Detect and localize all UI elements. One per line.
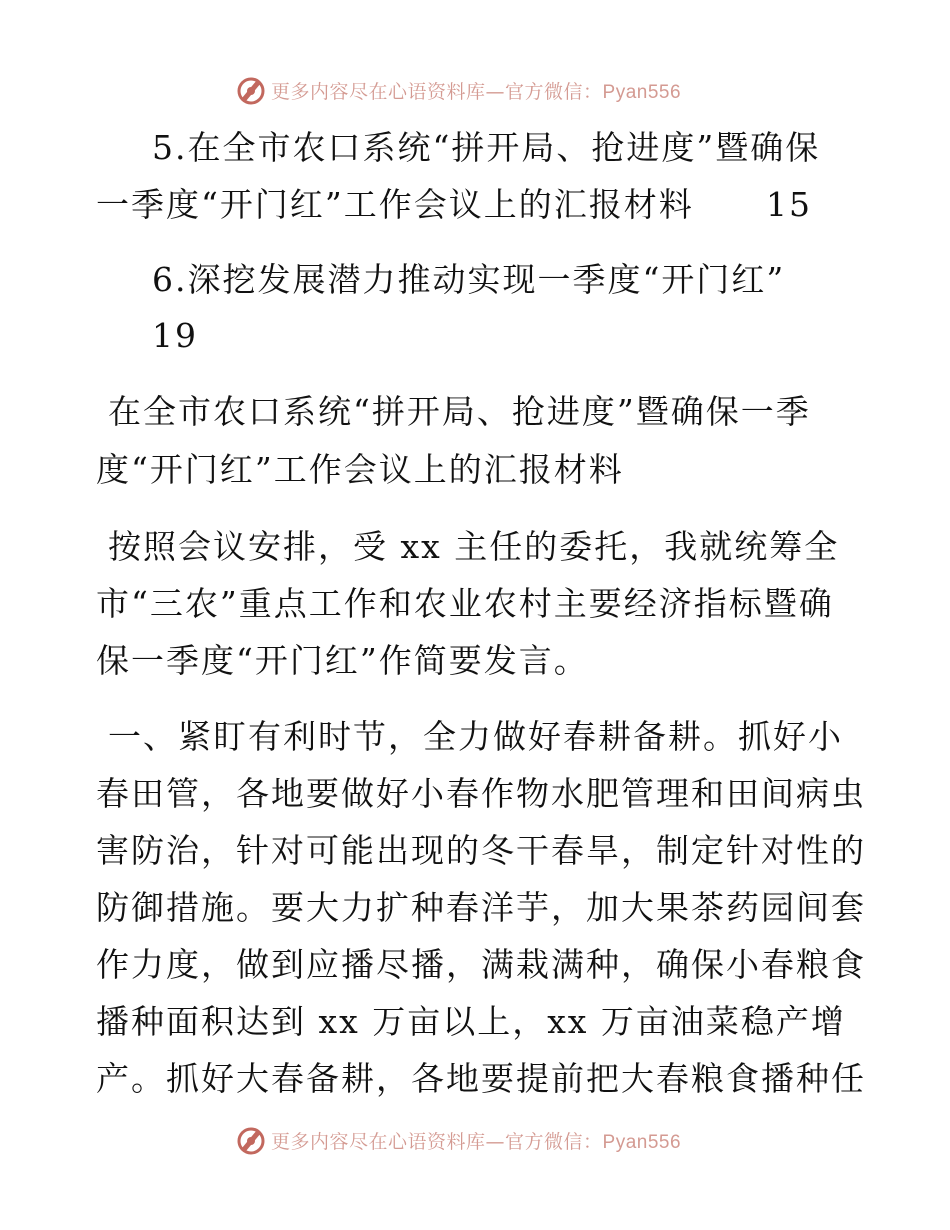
watermark-wechat-id: Pyan556 (602, 81, 682, 103)
toc-item-5-page: 15 (766, 185, 812, 224)
section-1-line-4: 防御措施。要大力扩种春洋芋，加大果茶药园间套 (96, 888, 866, 927)
section-1-line-6: 播种面积达到 xx 万亩以上，xx 万亩油菜稳产增 (96, 1002, 846, 1041)
intro-line-1: 按照会议安排，受 xx 主任的委托，我就统筹全 (108, 527, 840, 566)
section-1-line-5: 作力度，做到应播尽播，满栽满种，确保小春粮食 (96, 945, 866, 984)
section-1-line-1: 一、紧盯有利时节，全力做好春耕备耕。抓好小 (108, 717, 843, 756)
toc-item-6-line-1: 6.深挖发展潜力推动实现一季度“开门红” (152, 260, 786, 299)
intro-line-2: 市“三农”重点工作和农业农村主要经济指标暨确 (96, 584, 834, 623)
watermark-wechat-id: Pyan556 (602, 1131, 682, 1153)
toc-item-5-line-2: 一季度“开门红”工作会议上的汇报材料 (96, 185, 694, 224)
section-1-line-3: 害防治，针对可能出现的冬干春旱，制定针对性的 (96, 831, 866, 870)
article-title-line-2: 度“开门红”工作会议上的汇报材料 (96, 450, 624, 489)
section-1-line-7: 产。抓好大春备耕，各地要提前把大春粮食播种任 (96, 1059, 866, 1098)
intro-line-3: 保一季度“开门红”作简要发言。 (96, 641, 589, 680)
section-1-line-2: 春田管，各地要做好小春作物水肥管理和田间病虫 (96, 774, 866, 813)
article-title-line-1: 在全市农口系统“拼开局、抢进度”暨确保一季 (108, 392, 811, 431)
toc-item-6-page: 19 (152, 316, 198, 355)
watermark-text: 更多内容尽在心语资料库—官方微信：Pyan556 (271, 80, 682, 103)
brand-logo-icon (235, 74, 267, 106)
watermark-text: 更多内容尽在心语资料库—官方微信：Pyan556 (271, 1130, 682, 1153)
toc-item-5-line-1: 5.在全市农口系统“拼开局、抢进度”暨确保 (152, 128, 821, 167)
watermark-footer (235, 1122, 681, 1158)
brand-logo-icon (235, 1124, 267, 1156)
watermark-header (235, 72, 681, 108)
